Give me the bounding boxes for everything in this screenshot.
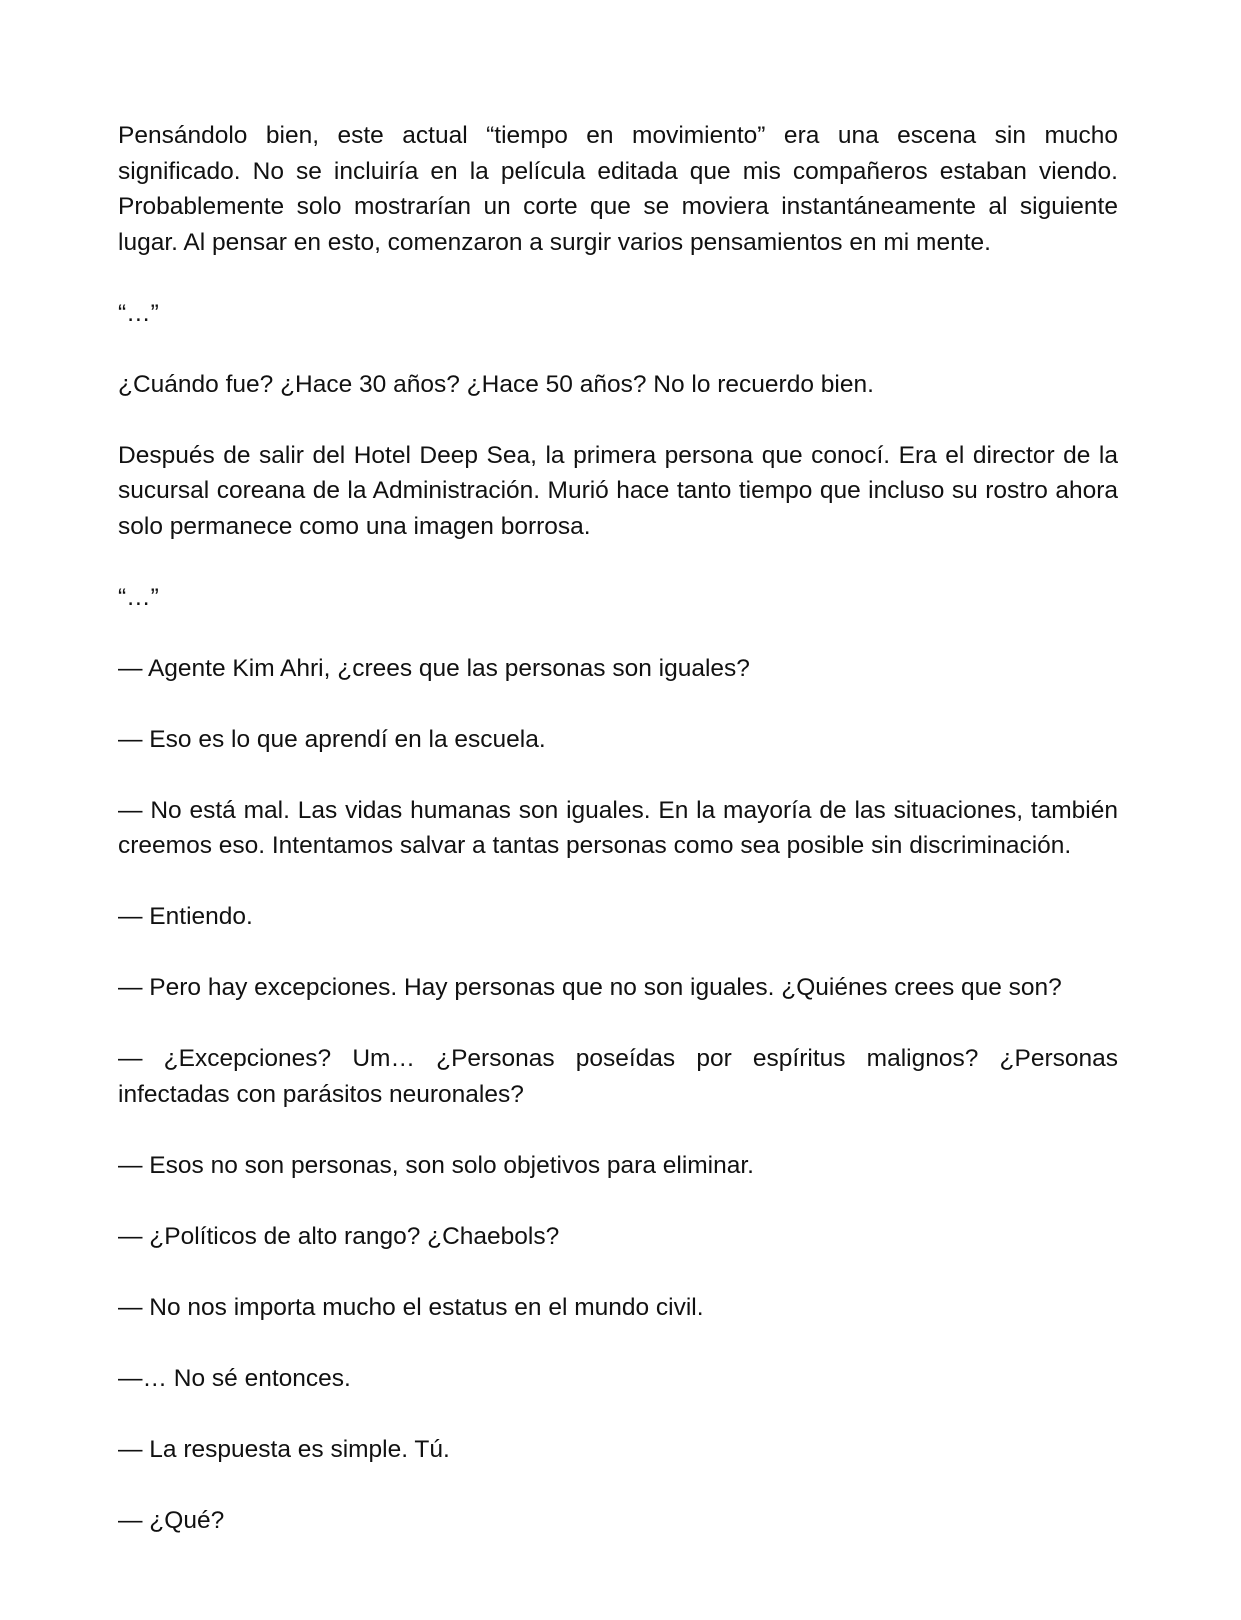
paragraph: Después de salir del Hotel Deep Sea, la primera persona que conocí. Era el director de la sucursal coreana de la Administración. Murió hace tanto tiempo que incluso su rostro ahora solo permanece como una imagen borrosa. — [118, 441, 1118, 540]
dialogue-line: — Esos no son personas, son solo objetivos para eliminar. — [118, 1151, 754, 1179]
paragraph: ¿Cuándo fue? ¿Hace 30 años? ¿Hace 50 años? No lo recuerdo bien. — [118, 370, 874, 398]
dialogue-line: —… No sé entonces. — [118, 1364, 351, 1392]
dialogue-line: — ¿Qué? — [118, 1506, 225, 1534]
dialogue-line: — Entiendo. — [118, 903, 253, 930]
dialogue-line: — No nos importa mucho el estatus en el mundo civil. — [118, 1293, 704, 1321]
paragraph: “…” — [118, 299, 159, 327]
dialogue-line: — No está mal. Las vidas humanas son iguales. En la mayoría de las situaciones, también creemos eso. Intentamos salvar a tantas personas como sea posible sin discriminación. — [118, 796, 1118, 859]
dialogue-line: — Agente Kim Ahri, ¿crees que las personas son iguales? — [118, 654, 750, 682]
paragraph: “…” — [118, 583, 159, 611]
dialogue-line: — ¿Excepciones? Um… ¿Personas poseídas por espíritus malignos? ¿Personas infectadas con parásitos neuronales? — [118, 1045, 1118, 1108]
paragraph: Pensándolo bien, este actual “tiempo en movimiento” era una escena sin mucho significado. No se incluiría en la película editada que mis compañeros estaban viendo. Probablemente solo mostrarían un corte que se moviera instantáneamente al siguiente lugar. Al pensar en esto, comenzaron a surgir varios pensamientos en mi mente. — [118, 122, 1118, 256]
dialogue-line: — ¿Políticos de alto rango? ¿Chaebols? — [118, 1222, 560, 1250]
text-column — [118, 118, 1118, 1538]
dialogue-line: — Pero hay excepciones. Hay personas que no son iguales. ¿Quiénes crees que son? — [118, 974, 1062, 1001]
dialogue-line: — La respuesta es simple. Tú. — [118, 1435, 450, 1463]
dialogue-line: — Eso es lo que aprendí en la escuela. — [118, 725, 546, 753]
